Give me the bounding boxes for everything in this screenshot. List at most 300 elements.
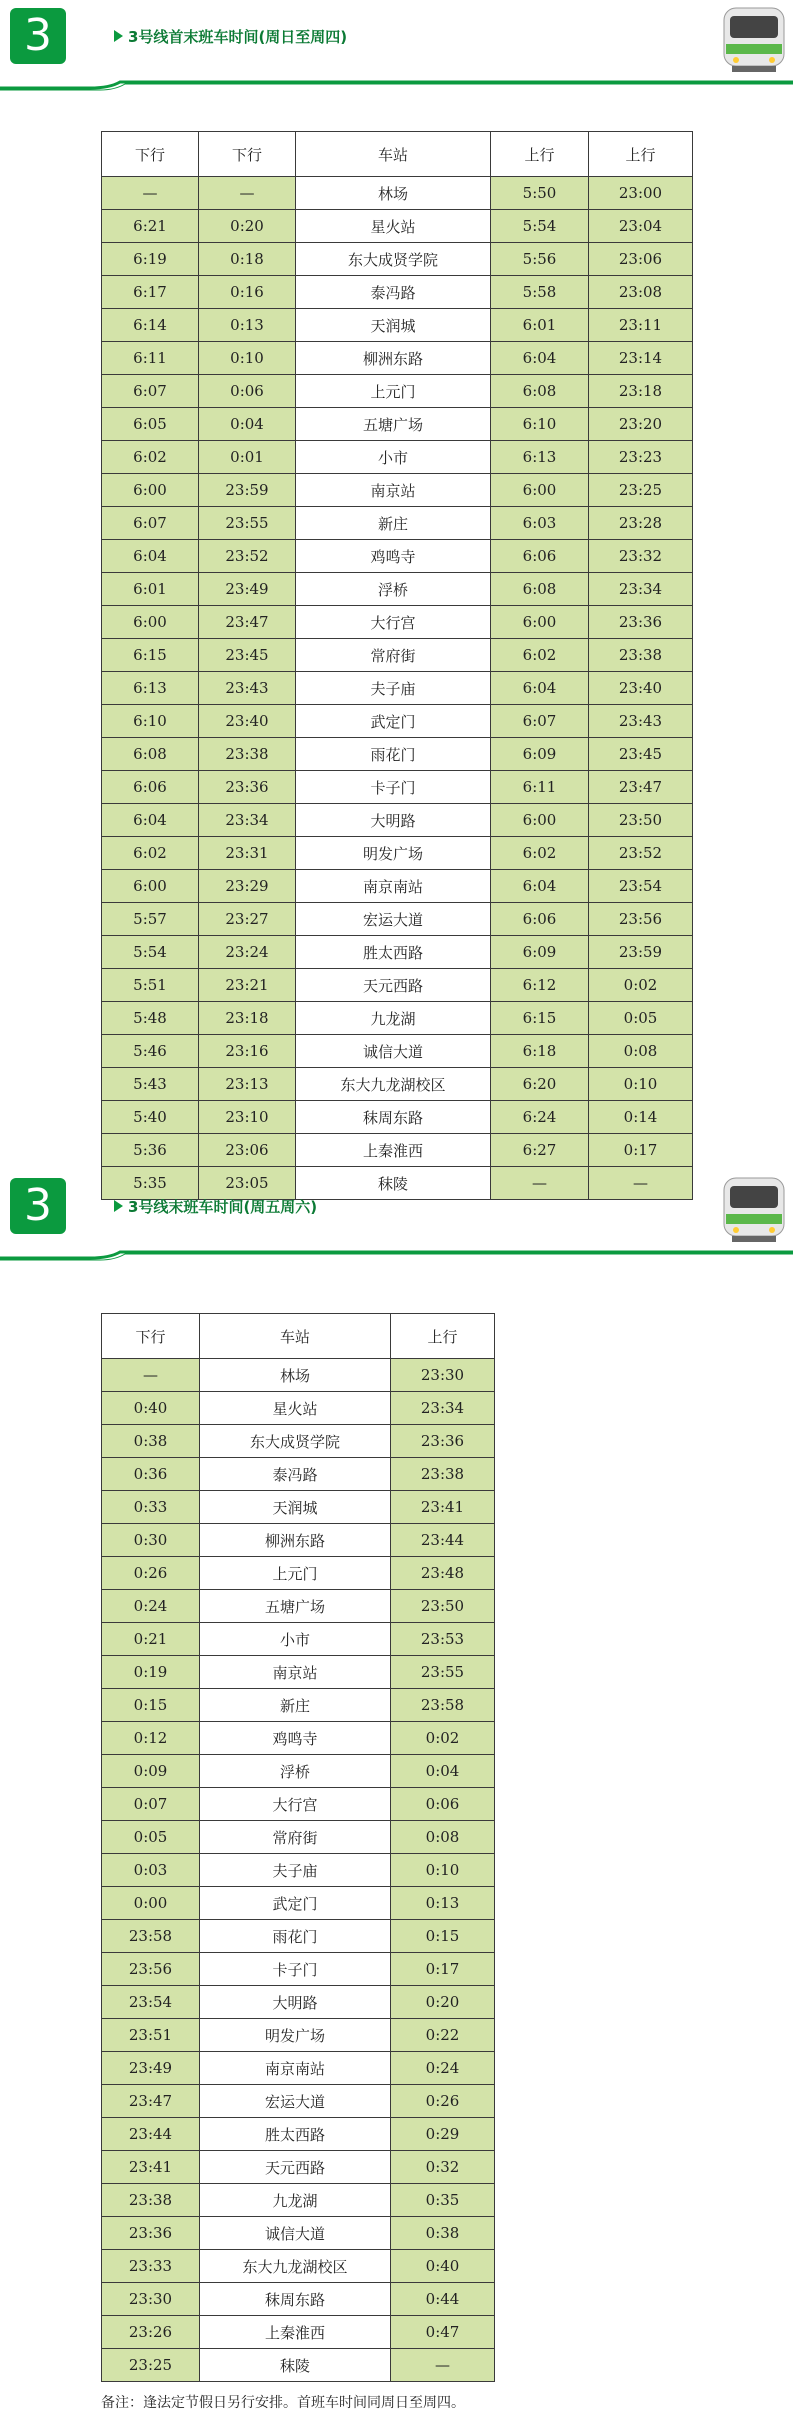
table-row — [102, 2250, 495, 2283]
time-cell: 6:07 — [491, 705, 589, 738]
time-cell: 23:23 — [589, 441, 693, 474]
station-cell: 大行宫 — [296, 606, 491, 639]
table-row — [102, 1821, 495, 1854]
time-cell: 23:04 — [589, 210, 693, 243]
time-cell: 23:36 — [102, 2217, 200, 2250]
time-cell: 6:27 — [491, 1134, 589, 1167]
station-cell: 夫子庙 — [200, 1854, 391, 1887]
time-cell: 0:21 — [102, 1623, 200, 1656]
station-cell: 林场 — [200, 1359, 391, 1392]
time-cell: 0:04 — [391, 1755, 495, 1788]
table-row — [102, 441, 693, 474]
time-cell: 23:10 — [199, 1101, 296, 1134]
station-cell: 九龙湖 — [200, 2184, 391, 2217]
time-cell: 23:24 — [199, 936, 296, 969]
time-cell: 6:00 — [491, 606, 589, 639]
table-row — [102, 573, 693, 606]
time-cell: 6:02 — [491, 837, 589, 870]
time-cell: 23:36 — [589, 606, 693, 639]
time-cell: 5:54 — [102, 936, 199, 969]
table-row — [102, 2184, 495, 2217]
time-cell: 0:26 — [102, 1557, 200, 1590]
section1-title: 3号线首末班车时间(周日至周四) — [128, 28, 348, 46]
weekday-timetable — [101, 131, 693, 1200]
time-cell: 23:43 — [199, 672, 296, 705]
time-cell: 6:11 — [102, 342, 199, 375]
time-cell: 23:52 — [199, 540, 296, 573]
time-cell: 6:13 — [102, 672, 199, 705]
time-cell: 0:20 — [391, 1986, 495, 2019]
time-cell: 23:52 — [589, 837, 693, 870]
station-cell: 柳洲东路 — [200, 1524, 391, 1557]
table-row — [102, 771, 693, 804]
time-cell: 6:05 — [102, 408, 199, 441]
station-cell: 天元西路 — [296, 969, 491, 1002]
time-cell: 6:00 — [491, 804, 589, 837]
table-row — [102, 408, 693, 441]
time-cell: 6:04 — [491, 672, 589, 705]
station-cell: 秣周东路 — [296, 1101, 491, 1134]
time-cell: 23:44 — [391, 1524, 495, 1557]
time-cell: 23:38 — [589, 639, 693, 672]
station-cell: 大明路 — [296, 804, 491, 837]
time-cell: 23:45 — [199, 639, 296, 672]
section2-header — [0, 1170, 793, 1260]
time-cell: 23:51 — [102, 2019, 200, 2052]
header-cell: 下行 — [102, 132, 199, 177]
time-cell: 0:01 — [199, 441, 296, 474]
time-cell: 0:03 — [102, 1854, 200, 1887]
time-cell: 6:00 — [102, 474, 199, 507]
time-cell: 23:53 — [391, 1623, 495, 1656]
station-cell: 宏运大道 — [296, 903, 491, 936]
time-cell: — — [102, 177, 199, 210]
time-cell: 6:21 — [102, 210, 199, 243]
station-cell: 上元门 — [296, 375, 491, 408]
time-cell: 23:25 — [589, 474, 693, 507]
station-cell: 胜太西路 — [296, 936, 491, 969]
station-cell: 大行宫 — [200, 1788, 391, 1821]
time-cell: 6:02 — [491, 639, 589, 672]
header-cell: 车站 — [200, 1314, 391, 1359]
table-row — [102, 375, 693, 408]
table-row — [102, 1722, 495, 1755]
time-cell: 0:36 — [102, 1458, 200, 1491]
time-cell: 23:41 — [102, 2151, 200, 2184]
time-cell: — — [491, 1167, 589, 1200]
station-cell: 泰冯路 — [296, 276, 491, 309]
table-row — [102, 342, 693, 375]
station-cell: 武定门 — [200, 1887, 391, 1920]
table-row — [102, 1953, 495, 1986]
station-cell: 秣周东路 — [200, 2283, 391, 2316]
station-cell: 秣陵 — [296, 1167, 491, 1200]
time-cell: 23:11 — [589, 309, 693, 342]
table-row — [102, 1101, 693, 1134]
header-cell: 下行 — [102, 1314, 200, 1359]
header-cell: 上行 — [391, 1314, 495, 1359]
time-cell: 0:06 — [199, 375, 296, 408]
time-cell: 23:30 — [102, 2283, 200, 2316]
station-cell: 武定门 — [296, 705, 491, 738]
table-row — [102, 2052, 495, 2085]
time-cell: 6:07 — [102, 375, 199, 408]
table-row — [102, 639, 693, 672]
station-cell: 星火站 — [296, 210, 491, 243]
triangle-arrow-icon — [114, 1200, 123, 1212]
time-cell: 0:26 — [391, 2085, 495, 2118]
triangle-arrow-icon — [114, 30, 123, 42]
time-cell: 23:38 — [199, 738, 296, 771]
time-cell: 23:34 — [199, 804, 296, 837]
table-row — [102, 1623, 495, 1656]
time-cell: 23:40 — [199, 705, 296, 738]
time-cell: 0:38 — [391, 2217, 495, 2250]
station-cell: 明发广场 — [296, 837, 491, 870]
station-cell: 东大九龙湖校区 — [296, 1068, 491, 1101]
station-cell: 南京站 — [296, 474, 491, 507]
table-row — [102, 2151, 495, 2184]
header-cell: 上行 — [491, 132, 589, 177]
time-cell: 0:15 — [102, 1689, 200, 1722]
time-cell: 0:19 — [102, 1656, 200, 1689]
time-cell: 6:08 — [491, 375, 589, 408]
table-row — [102, 1656, 495, 1689]
station-cell: 宏运大道 — [200, 2085, 391, 2118]
time-cell: 23:30 — [391, 1359, 495, 1392]
station-cell: 九龙湖 — [296, 1002, 491, 1035]
line-number-badge: 3 — [10, 8, 66, 64]
time-cell: 0:33 — [102, 1491, 200, 1524]
time-cell: 6:06 — [491, 903, 589, 936]
time-cell: 23:21 — [199, 969, 296, 1002]
time-cell: 23:36 — [199, 771, 296, 804]
station-cell: 浮桥 — [200, 1755, 391, 1788]
time-cell: 0:35 — [391, 2184, 495, 2217]
time-cell: 6:00 — [102, 606, 199, 639]
time-cell: 0:10 — [391, 1854, 495, 1887]
table-row — [102, 1002, 693, 1035]
time-cell: 6:02 — [102, 837, 199, 870]
time-cell: — — [199, 177, 296, 210]
time-cell: 5:43 — [102, 1068, 199, 1101]
time-cell: 0:40 — [102, 1392, 200, 1425]
table-row — [102, 1491, 495, 1524]
station-cell: 秣陵 — [200, 2349, 391, 2382]
station-cell: 柳洲东路 — [296, 342, 491, 375]
line-number-badge: 3 — [10, 1178, 66, 1234]
time-cell: 6:10 — [102, 705, 199, 738]
station-cell: 上秦淮西 — [200, 2316, 391, 2349]
table-row — [102, 969, 693, 1002]
time-cell: 23:40 — [589, 672, 693, 705]
station-cell: 大明路 — [200, 1986, 391, 2019]
table-row — [102, 276, 693, 309]
station-cell: 天润城 — [296, 309, 491, 342]
time-cell: 23:47 — [589, 771, 693, 804]
time-cell: 23:20 — [589, 408, 693, 441]
time-cell: 23:34 — [391, 1392, 495, 1425]
time-cell: 23:34 — [589, 573, 693, 606]
station-cell: 小市 — [296, 441, 491, 474]
table-row — [102, 1887, 495, 1920]
table-row — [102, 1788, 495, 1821]
table-row — [102, 1425, 495, 1458]
time-cell: — — [391, 2349, 495, 2382]
time-cell: 6:00 — [491, 474, 589, 507]
time-cell: 5:51 — [102, 969, 199, 1002]
time-cell: 23:48 — [391, 1557, 495, 1590]
time-cell: 23:13 — [199, 1068, 296, 1101]
time-cell: 6:24 — [491, 1101, 589, 1134]
time-cell: 6:15 — [102, 639, 199, 672]
time-cell: 23:54 — [102, 1986, 200, 2019]
station-cell: 诚信大道 — [200, 2217, 391, 2250]
time-cell: 6:09 — [491, 936, 589, 969]
time-cell: 23:05 — [199, 1167, 296, 1200]
table-row — [102, 540, 693, 573]
station-cell: 星火站 — [200, 1392, 391, 1425]
time-cell: 6:01 — [491, 309, 589, 342]
time-cell: 23:56 — [589, 903, 693, 936]
time-cell: 23:36 — [391, 1425, 495, 1458]
time-cell: 0:10 — [589, 1068, 693, 1101]
station-cell: 南京站 — [200, 1656, 391, 1689]
station-cell: 新庄 — [200, 1689, 391, 1722]
station-cell: 鸡鸣寺 — [296, 540, 491, 573]
time-cell: 6:18 — [491, 1035, 589, 1068]
time-cell: 0:07 — [102, 1788, 200, 1821]
time-cell: 0:18 — [199, 243, 296, 276]
time-cell: 23:59 — [199, 474, 296, 507]
time-cell: 0:02 — [391, 1722, 495, 1755]
time-cell: 0:22 — [391, 2019, 495, 2052]
table-row — [102, 903, 693, 936]
time-cell: 6:06 — [491, 540, 589, 573]
time-cell: 23:58 — [102, 1920, 200, 1953]
time-cell: 6:10 — [491, 408, 589, 441]
station-cell: 卡子门 — [296, 771, 491, 804]
time-cell: 6:20 — [491, 1068, 589, 1101]
station-cell: 胜太西路 — [200, 2118, 391, 2151]
time-cell: 23:59 — [589, 936, 693, 969]
station-cell: 林场 — [296, 177, 491, 210]
footnote: 备注：逢法定节假日另行安排。首班车时间同周日至周四。 — [101, 2395, 465, 2411]
time-cell: 23:28 — [589, 507, 693, 540]
table-header-row — [102, 1314, 495, 1359]
station-cell: 上秦淮西 — [296, 1134, 491, 1167]
time-cell: 5:50 — [491, 177, 589, 210]
time-cell: 5:48 — [102, 1002, 199, 1035]
table-row — [102, 507, 693, 540]
time-cell: 0:13 — [391, 1887, 495, 1920]
time-cell: 6:04 — [491, 342, 589, 375]
time-cell: 6:08 — [491, 573, 589, 606]
station-cell: 鸡鸣寺 — [200, 1722, 391, 1755]
table-row — [102, 1557, 495, 1590]
time-cell: 23:29 — [199, 870, 296, 903]
time-cell: 0:05 — [589, 1002, 693, 1035]
time-cell: 0:20 — [199, 210, 296, 243]
time-cell: 23:06 — [199, 1134, 296, 1167]
header-cell: 上行 — [589, 132, 693, 177]
time-cell: 23:50 — [589, 804, 693, 837]
time-cell: 0:12 — [102, 1722, 200, 1755]
station-cell: 明发广场 — [200, 2019, 391, 2052]
time-cell: 6:07 — [102, 507, 199, 540]
time-cell: 23:16 — [199, 1035, 296, 1068]
table-row — [102, 1689, 495, 1722]
station-cell: 夫子庙 — [296, 672, 491, 705]
time-cell: 0:30 — [102, 1524, 200, 1557]
time-cell: 0:29 — [391, 2118, 495, 2151]
station-cell: 浮桥 — [296, 573, 491, 606]
time-cell: 6:01 — [102, 573, 199, 606]
time-cell: 6:02 — [102, 441, 199, 474]
time-cell: 23:55 — [199, 507, 296, 540]
header-swoosh-line — [0, 78, 793, 92]
station-cell: 东大九龙湖校区 — [200, 2250, 391, 2283]
time-cell: 0:14 — [589, 1101, 693, 1134]
time-cell: 6:03 — [491, 507, 589, 540]
station-cell: 五塘广场 — [296, 408, 491, 441]
time-cell: 23:31 — [199, 837, 296, 870]
time-cell: 5:35 — [102, 1167, 199, 1200]
table-header-row — [102, 132, 693, 177]
table-row — [102, 1035, 693, 1068]
metro-train-icon — [718, 1170, 790, 1248]
time-cell: — — [589, 1167, 693, 1200]
time-cell: 23:47 — [199, 606, 296, 639]
table-row — [102, 738, 693, 771]
time-cell: 0:38 — [102, 1425, 200, 1458]
station-cell: 南京南站 — [200, 2052, 391, 2085]
station-cell: 天润城 — [200, 1491, 391, 1524]
table-row — [102, 309, 693, 342]
time-cell: 0:04 — [199, 408, 296, 441]
table-row — [102, 1755, 495, 1788]
time-cell: 6:04 — [102, 804, 199, 837]
table-row — [102, 243, 693, 276]
time-cell: 5:46 — [102, 1035, 199, 1068]
time-cell: 23:06 — [589, 243, 693, 276]
time-cell: 23:25 — [102, 2349, 200, 2382]
time-cell: 6:12 — [491, 969, 589, 1002]
station-cell: 新庄 — [296, 507, 491, 540]
section1-header — [0, 0, 793, 90]
time-cell: 5:54 — [491, 210, 589, 243]
table-row — [102, 210, 693, 243]
time-cell: 23:50 — [391, 1590, 495, 1623]
table-row — [102, 1920, 495, 1953]
table-row — [102, 1590, 495, 1623]
time-cell: 0:09 — [102, 1755, 200, 1788]
table-row — [102, 2118, 495, 2151]
time-cell: 23:18 — [589, 375, 693, 408]
station-cell: 雨花门 — [200, 1920, 391, 1953]
time-cell: 23:54 — [589, 870, 693, 903]
table-row — [102, 804, 693, 837]
table-row — [102, 474, 693, 507]
table-row — [102, 1134, 693, 1167]
time-cell: 6:04 — [491, 870, 589, 903]
table-row — [102, 1359, 495, 1392]
time-cell: 5:56 — [491, 243, 589, 276]
table-row — [102, 606, 693, 639]
table-row — [102, 177, 693, 210]
time-cell: 6:09 — [491, 738, 589, 771]
station-cell: 泰冯路 — [200, 1458, 391, 1491]
time-cell: 23:58 — [391, 1689, 495, 1722]
time-cell: 0:24 — [102, 1590, 200, 1623]
time-cell: 0:15 — [391, 1920, 495, 1953]
time-cell: 23:45 — [589, 738, 693, 771]
time-cell: 23:18 — [199, 1002, 296, 1035]
table-row — [102, 2316, 495, 2349]
time-cell: 6:15 — [491, 1002, 589, 1035]
table-row — [102, 2283, 495, 2316]
station-cell: 常府街 — [200, 1821, 391, 1854]
weekend-timetable — [101, 1313, 495, 2382]
time-cell: 6:08 — [102, 738, 199, 771]
time-cell: 23:38 — [391, 1458, 495, 1491]
table-row — [102, 1986, 495, 2019]
time-cell: 6:17 — [102, 276, 199, 309]
time-cell: 6:11 — [491, 771, 589, 804]
table-row — [102, 936, 693, 969]
station-cell: 东大成贤学院 — [200, 1425, 391, 1458]
time-cell: 23:44 — [102, 2118, 200, 2151]
header-cell: 下行 — [199, 132, 296, 177]
station-cell: 南京南站 — [296, 870, 491, 903]
table-row — [102, 837, 693, 870]
time-cell: 23:56 — [102, 1953, 200, 1986]
table-row — [102, 1392, 495, 1425]
metro-train-icon — [718, 0, 790, 78]
time-cell: 23:32 — [589, 540, 693, 573]
table-row — [102, 2349, 495, 2382]
time-cell: 23:43 — [589, 705, 693, 738]
time-cell: 0:05 — [102, 1821, 200, 1854]
time-cell: 0:24 — [391, 2052, 495, 2085]
time-cell: 0:17 — [589, 1134, 693, 1167]
time-cell: 23:33 — [102, 2250, 200, 2283]
table-row — [102, 2217, 495, 2250]
time-cell: 23:47 — [102, 2085, 200, 2118]
time-cell: 5:57 — [102, 903, 199, 936]
time-cell: 6:04 — [102, 540, 199, 573]
time-cell: 23:41 — [391, 1491, 495, 1524]
time-cell: 23:08 — [589, 276, 693, 309]
table-row — [102, 870, 693, 903]
table-row — [102, 2019, 495, 2052]
time-cell: 23:26 — [102, 2316, 200, 2349]
time-cell: 6:19 — [102, 243, 199, 276]
time-cell: 0:06 — [391, 1788, 495, 1821]
station-cell: 东大成贤学院 — [296, 243, 491, 276]
table-row — [102, 1458, 495, 1491]
header-cell: 车站 — [296, 132, 491, 177]
station-cell: 天元西路 — [200, 2151, 391, 2184]
time-cell: 0:08 — [589, 1035, 693, 1068]
station-cell: 五塘广场 — [200, 1590, 391, 1623]
time-cell: 0:17 — [391, 1953, 495, 1986]
time-cell: 0:40 — [391, 2250, 495, 2283]
time-cell: 0:00 — [102, 1887, 200, 1920]
time-cell: 0:47 — [391, 2316, 495, 2349]
section2-title: 3号线末班车时间(周五周六) — [128, 1198, 318, 1216]
header-swoosh-line — [0, 1248, 793, 1262]
